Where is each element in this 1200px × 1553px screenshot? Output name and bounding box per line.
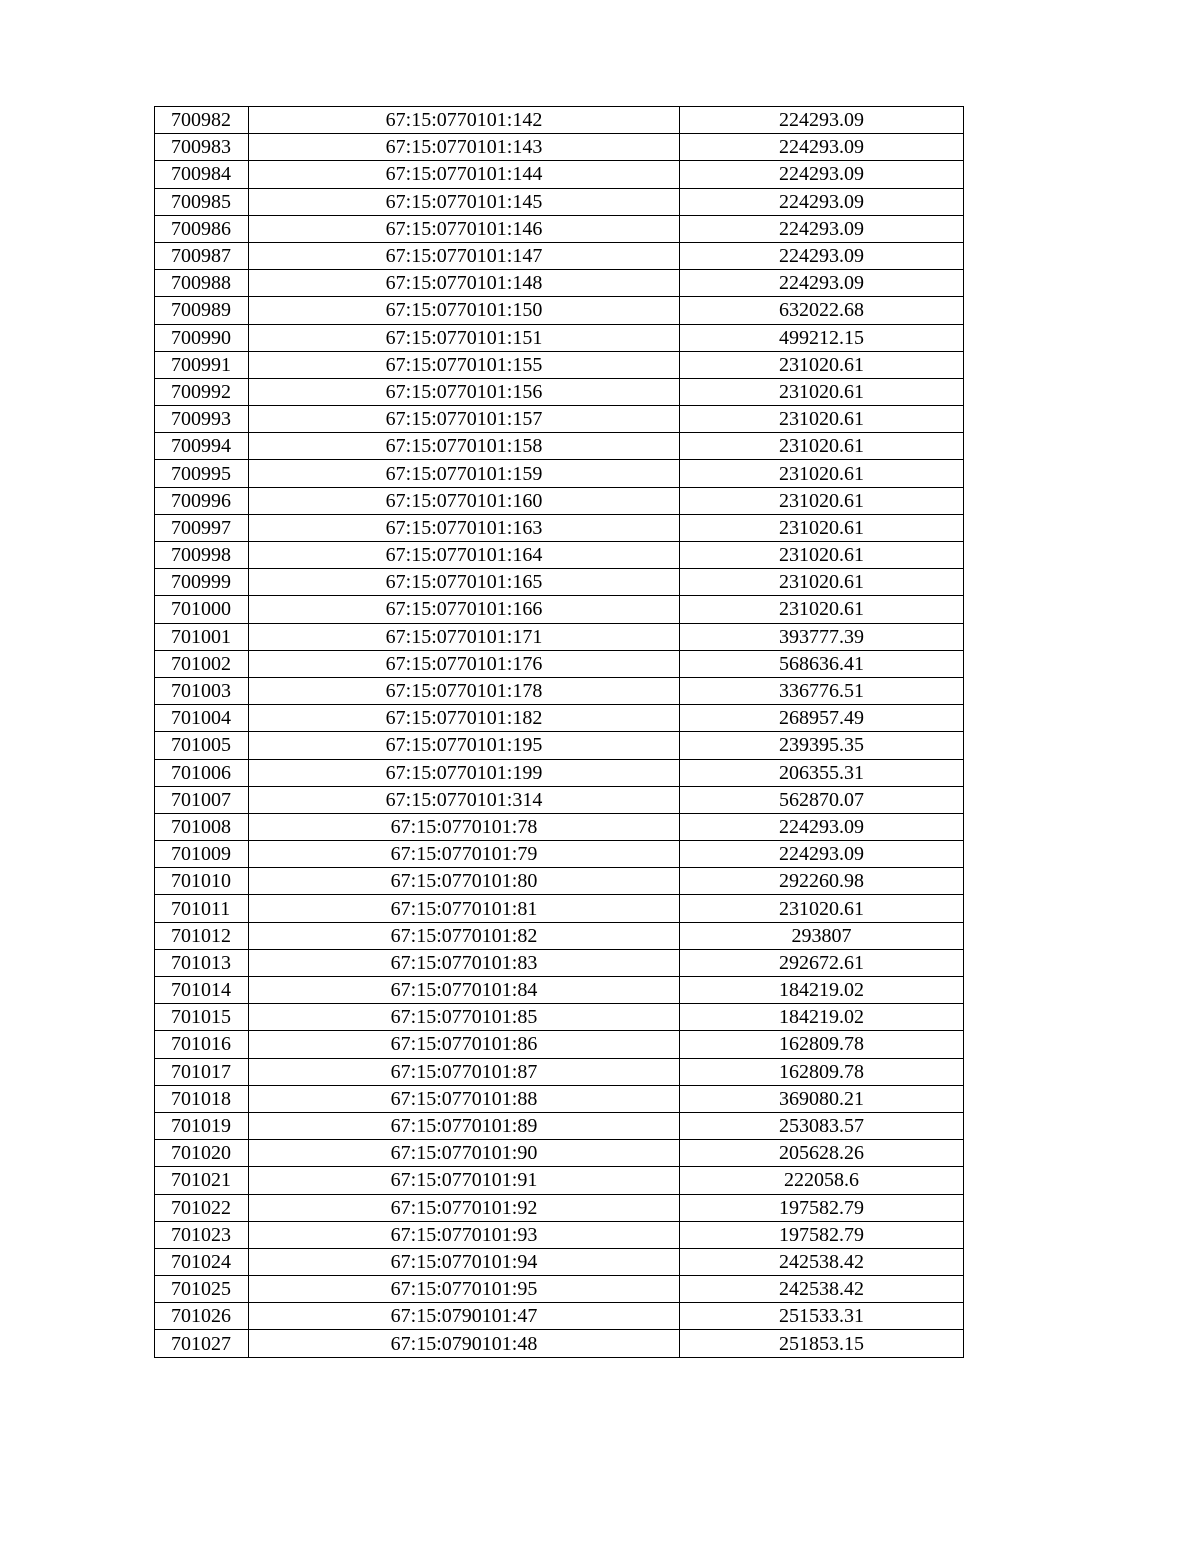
value-cell: 251853.15 [680,1330,964,1357]
row-number-cell: 701027 [155,1330,249,1357]
table-row [155,188,964,215]
row-number-cell: 700985 [155,188,249,215]
value-cell: 231020.61 [680,487,964,514]
table-row [155,460,964,487]
cadastral-number-cell: 67:15:0770101:155 [249,351,680,378]
table-row [155,378,964,405]
row-number-cell: 701013 [155,949,249,976]
cadastral-number-cell: 67:15:0770101:142 [249,107,680,134]
row-number-cell: 700994 [155,433,249,460]
cadastral-number-cell: 67:15:0770101:166 [249,596,680,623]
cadastral-number-cell: 67:15:0770101:84 [249,977,680,1004]
row-number-cell: 701002 [155,650,249,677]
cadastral-number-cell: 67:15:0770101:159 [249,460,680,487]
table-row [155,1112,964,1139]
row-number-cell: 701001 [155,623,249,650]
row-number-cell: 701003 [155,677,249,704]
table-row [155,1221,964,1248]
table-row [155,1167,964,1194]
value-cell: 162809.78 [680,1058,964,1085]
value-cell: 224293.09 [680,107,964,134]
value-cell: 197582.79 [680,1221,964,1248]
table-row [155,1140,964,1167]
row-number-cell: 701004 [155,705,249,732]
row-number-cell: 701010 [155,868,249,895]
value-cell: 231020.61 [680,514,964,541]
table-row [155,514,964,541]
cadastral-number-cell: 67:15:0770101:148 [249,270,680,297]
row-number-cell: 701023 [155,1221,249,1248]
cadastral-number-cell: 67:15:0770101:85 [249,1004,680,1031]
row-number-cell: 701025 [155,1276,249,1303]
cadastral-number-cell: 67:15:0770101:176 [249,650,680,677]
cadastral-number-cell: 67:15:0770101:164 [249,542,680,569]
value-cell: 393777.39 [680,623,964,650]
row-number-cell: 700989 [155,297,249,324]
row-number-cell: 701008 [155,813,249,840]
cadastral-number-cell: 67:15:0770101:89 [249,1112,680,1139]
value-cell: 224293.09 [680,134,964,161]
row-number-cell: 701026 [155,1303,249,1330]
row-number-cell: 701009 [155,841,249,868]
row-number-cell: 701021 [155,1167,249,1194]
value-cell: 224293.09 [680,813,964,840]
row-number-cell: 700997 [155,514,249,541]
table-row [155,1194,964,1221]
row-number-cell: 701011 [155,895,249,922]
table-row [155,841,964,868]
cadastral-number-cell: 67:15:0770101:160 [249,487,680,514]
value-cell: 224293.09 [680,242,964,269]
value-cell: 231020.61 [680,895,964,922]
row-number-cell: 700996 [155,487,249,514]
row-number-cell: 701005 [155,732,249,759]
row-number-cell: 700999 [155,569,249,596]
value-cell: 231020.61 [680,542,964,569]
value-cell: 231020.61 [680,460,964,487]
row-number-cell: 700998 [155,542,249,569]
table-row [155,406,964,433]
cadastral-number-cell: 67:15:0770101:182 [249,705,680,732]
value-cell: 197582.79 [680,1194,964,1221]
table-row [155,433,964,460]
row-number-cell: 700990 [155,324,249,351]
table-row [155,215,964,242]
table-row [155,569,964,596]
value-cell: 184219.02 [680,977,964,1004]
cadastral-number-cell: 67:15:0770101:151 [249,324,680,351]
value-cell: 568636.41 [680,650,964,677]
cadastral-number-cell: 67:15:0770101:80 [249,868,680,895]
row-number-cell: 701007 [155,786,249,813]
row-number-cell: 700983 [155,134,249,161]
value-cell: 222058.6 [680,1167,964,1194]
cadastral-number-cell: 67:15:0770101:145 [249,188,680,215]
table-row [155,1004,964,1031]
value-cell: 562870.07 [680,786,964,813]
table-row [155,297,964,324]
table-row [155,623,964,650]
table-row [155,1085,964,1112]
table-row [155,134,964,161]
cadastral-number-cell: 67:15:0770101:165 [249,569,680,596]
cadastral-number-cell: 67:15:0770101:143 [249,134,680,161]
cadastral-number-cell: 67:15:0770101:94 [249,1248,680,1275]
value-cell: 231020.61 [680,351,964,378]
row-number-cell: 701022 [155,1194,249,1221]
table-row [155,732,964,759]
cadastral-number-cell: 67:15:0770101:86 [249,1031,680,1058]
row-number-cell: 701017 [155,1058,249,1085]
table-row [155,759,964,786]
value-cell: 369080.21 [680,1085,964,1112]
value-cell: 231020.61 [680,406,964,433]
table-row [155,161,964,188]
value-cell: 205628.26 [680,1140,964,1167]
cadastral-number-cell: 67:15:0770101:144 [249,161,680,188]
row-number-cell: 701012 [155,922,249,949]
row-number-cell: 701006 [155,759,249,786]
value-cell: 336776.51 [680,677,964,704]
cadastral-number-cell: 67:15:0770101:147 [249,242,680,269]
value-cell: 206355.31 [680,759,964,786]
value-cell: 293807 [680,922,964,949]
row-number-cell: 701016 [155,1031,249,1058]
row-number-cell: 700987 [155,242,249,269]
table-body [155,107,964,1358]
row-number-cell: 700995 [155,460,249,487]
row-number-cell: 700982 [155,107,249,134]
cadastral-number-cell: 67:15:0770101:199 [249,759,680,786]
cadastral-number-cell: 67:15:0770101:171 [249,623,680,650]
cadastral-number-cell: 67:15:0770101:150 [249,297,680,324]
row-number-cell: 700992 [155,378,249,405]
table-row [155,813,964,840]
table-row [155,242,964,269]
cadastral-number-cell: 67:15:0770101:82 [249,922,680,949]
table-row [155,1248,964,1275]
cadastral-number-cell: 67:15:0770101:79 [249,841,680,868]
cadastral-number-cell: 67:15:0770101:178 [249,677,680,704]
value-cell: 268957.49 [680,705,964,732]
cadastral-number-cell: 67:15:0770101:157 [249,406,680,433]
table-row [155,1276,964,1303]
row-number-cell: 701024 [155,1248,249,1275]
table-row [155,895,964,922]
cadastral-number-cell: 67:15:0770101:163 [249,514,680,541]
cadastral-number-cell: 67:15:0770101:83 [249,949,680,976]
value-cell: 224293.09 [680,161,964,188]
table-row [155,487,964,514]
table-row [155,705,964,732]
cadastral-number-cell: 67:15:0770101:146 [249,215,680,242]
cadastral-number-cell: 67:15:0770101:78 [249,813,680,840]
cadastral-number-cell: 67:15:0770101:158 [249,433,680,460]
cadastral-number-cell: 67:15:0790101:48 [249,1330,680,1357]
table-row [155,977,964,1004]
value-cell: 224293.09 [680,270,964,297]
value-cell: 162809.78 [680,1031,964,1058]
row-number-cell: 701020 [155,1140,249,1167]
cadastral-number-cell: 67:15:0770101:88 [249,1085,680,1112]
row-number-cell: 700986 [155,215,249,242]
table-row [155,324,964,351]
table-row [155,1330,964,1357]
value-cell: 231020.61 [680,378,964,405]
value-cell: 242538.42 [680,1248,964,1275]
row-number-cell: 701000 [155,596,249,623]
table-row [155,677,964,704]
value-cell: 253083.57 [680,1112,964,1139]
value-cell: 239395.35 [680,732,964,759]
table-row [155,949,964,976]
cadastral-number-cell: 67:15:0790101:47 [249,1303,680,1330]
value-cell: 632022.68 [680,297,964,324]
table-row [155,542,964,569]
value-cell: 224293.09 [680,215,964,242]
cadastral-number-cell: 67:15:0770101:95 [249,1276,680,1303]
row-number-cell: 700988 [155,270,249,297]
cadastral-number-cell: 67:15:0770101:156 [249,378,680,405]
table-row [155,922,964,949]
row-number-cell: 701019 [155,1112,249,1139]
cadastral-number-cell: 67:15:0770101:87 [249,1058,680,1085]
value-cell: 292260.98 [680,868,964,895]
value-cell: 242538.42 [680,1276,964,1303]
table-row [155,270,964,297]
value-cell: 224293.09 [680,841,964,868]
value-cell: 251533.31 [680,1303,964,1330]
value-cell: 231020.61 [680,569,964,596]
value-cell: 184219.02 [680,1004,964,1031]
table-row [155,1058,964,1085]
table-row [155,786,964,813]
value-cell: 499212.15 [680,324,964,351]
cadastral-number-cell: 67:15:0770101:91 [249,1167,680,1194]
row-number-cell: 700993 [155,406,249,433]
cadastral-number-cell: 67:15:0770101:81 [249,895,680,922]
cadastral-number-cell: 67:15:0770101:92 [249,1194,680,1221]
table-row [155,351,964,378]
table-row [155,650,964,677]
table-row [155,1031,964,1058]
table-row [155,596,964,623]
table-row [155,107,964,134]
row-number-cell: 701018 [155,1085,249,1112]
cadastral-number-cell: 67:15:0770101:314 [249,786,680,813]
cadastral-number-cell: 67:15:0770101:195 [249,732,680,759]
cadastral-number-cell: 67:15:0770101:93 [249,1221,680,1248]
row-number-cell: 701015 [155,1004,249,1031]
value-cell: 292672.61 [680,949,964,976]
data-table [154,106,964,1358]
row-number-cell: 701014 [155,977,249,1004]
value-cell: 231020.61 [680,596,964,623]
value-cell: 231020.61 [680,433,964,460]
table-row [155,868,964,895]
row-number-cell: 700984 [155,161,249,188]
row-number-cell: 700991 [155,351,249,378]
cadastral-number-cell: 67:15:0770101:90 [249,1140,680,1167]
value-cell: 224293.09 [680,188,964,215]
table-row [155,1303,964,1330]
